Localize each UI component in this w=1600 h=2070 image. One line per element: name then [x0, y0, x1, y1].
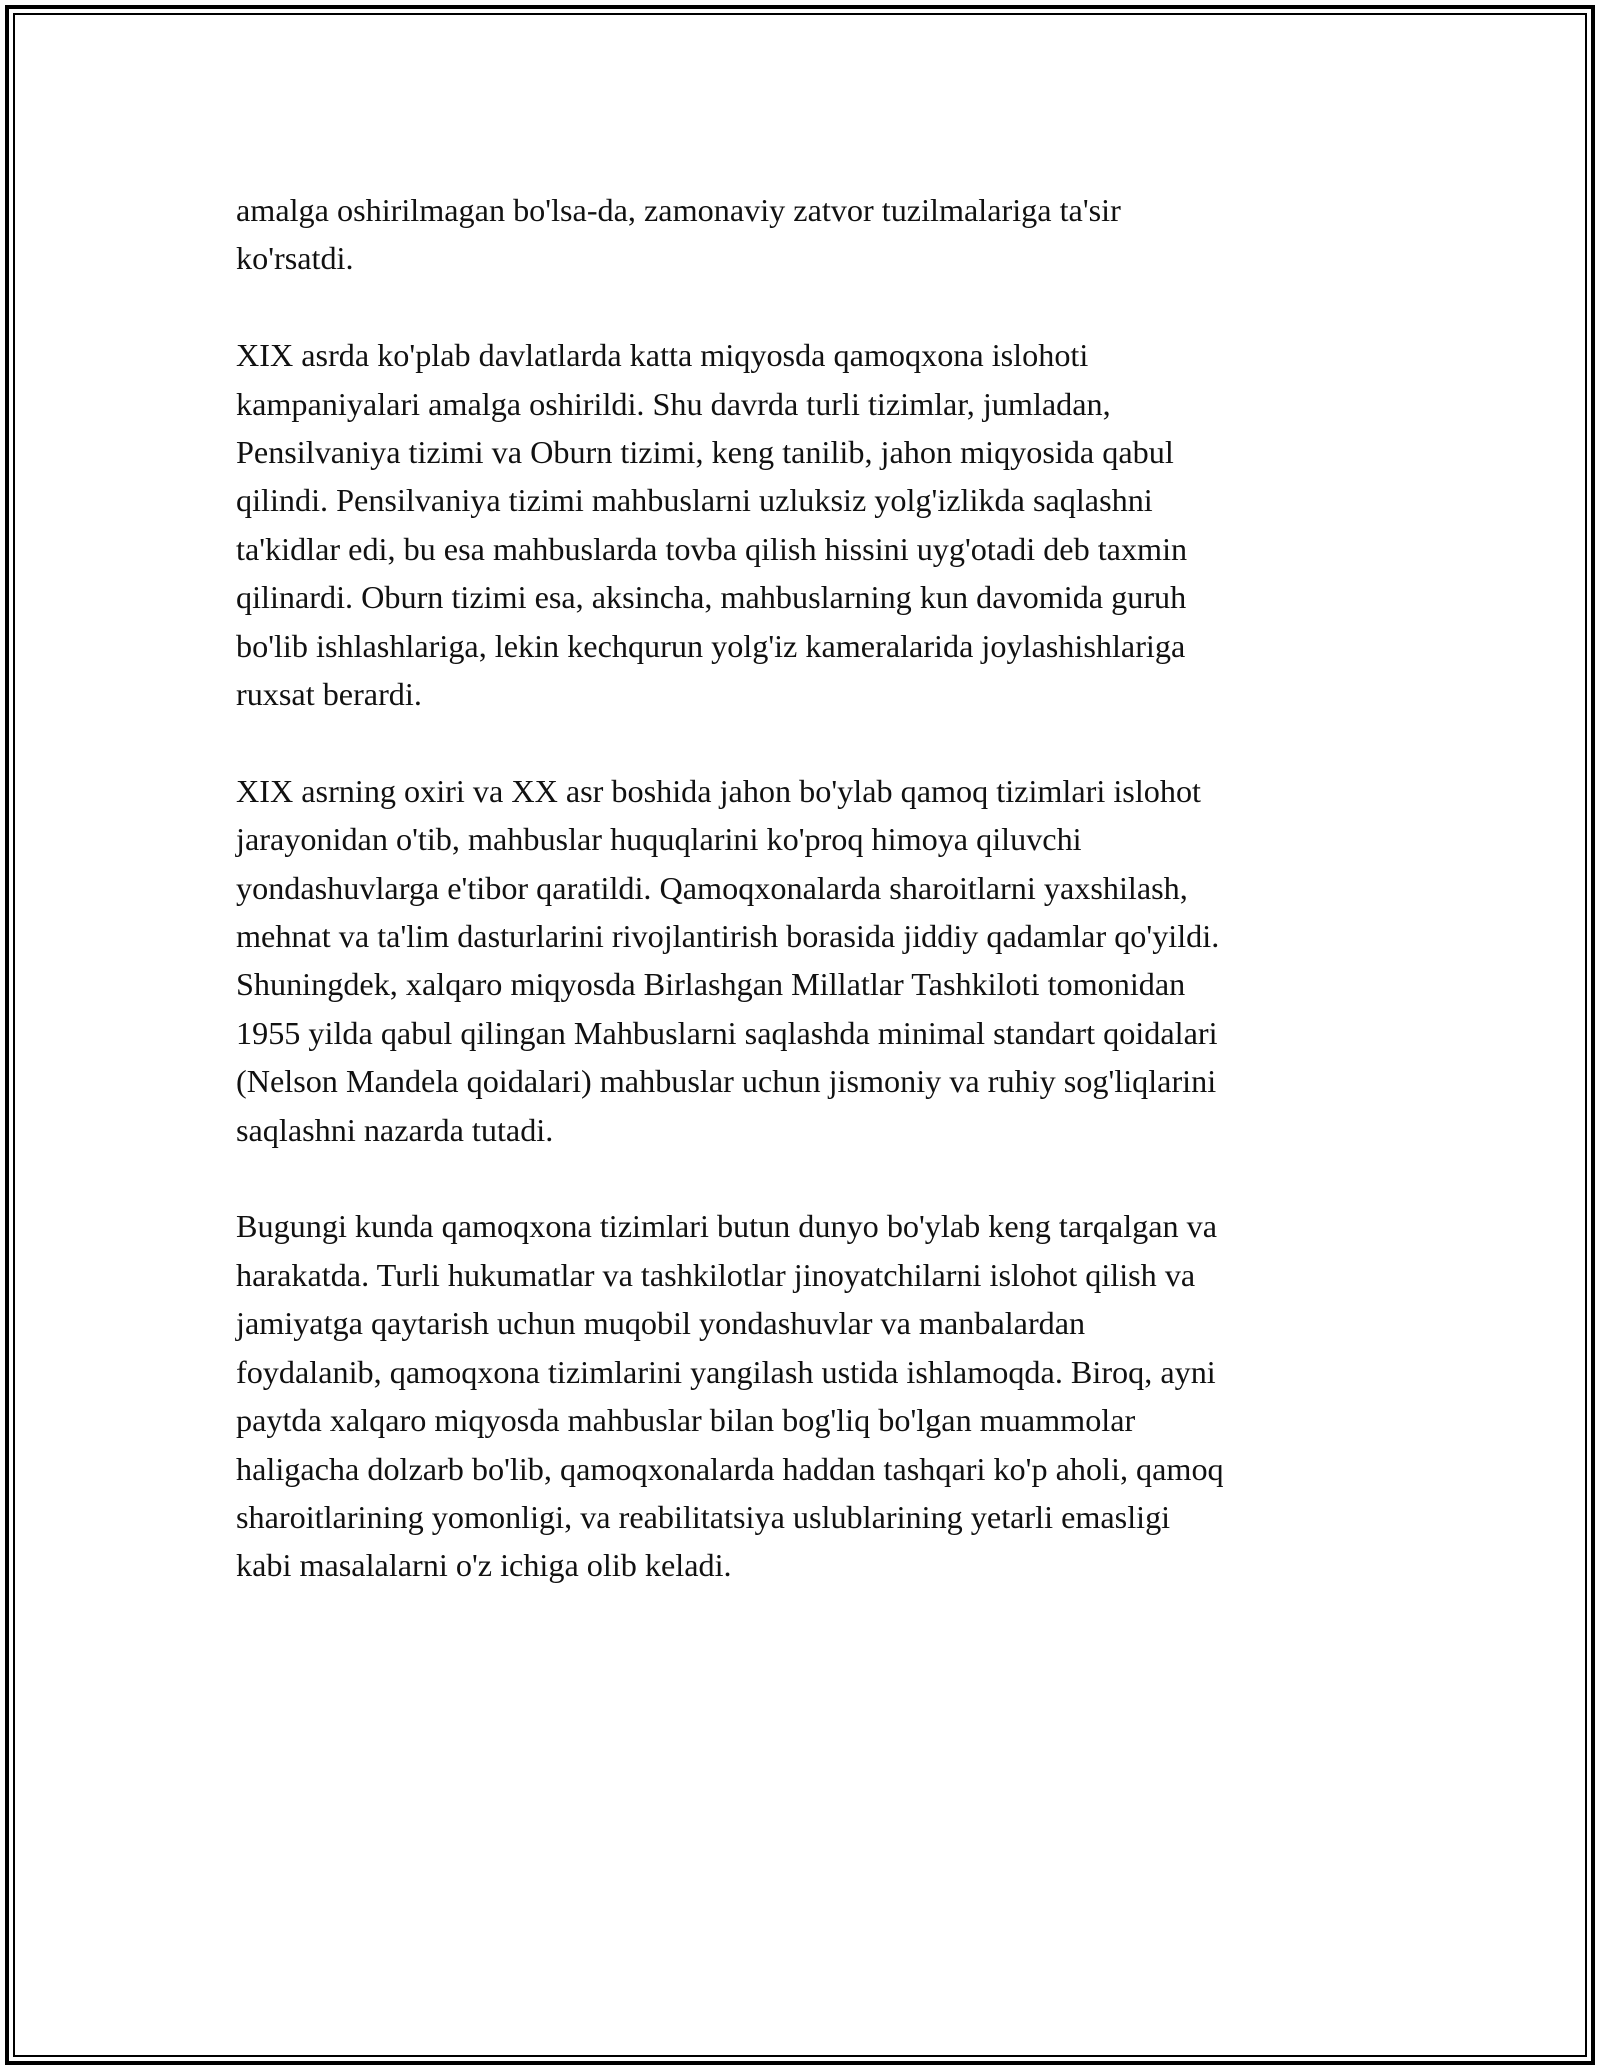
paragraph-2: XIX asrda ko'plab davlatlarda katta miqyosda qamoqxona islohoti kampaniyalari amalga oshirildi. Shu davrda turli tizimlar, jumladan, Pensilvaniya tizimi va Oburn tizimi, keng tanilib, jahon miqyosida qabul qilindi. Pensilvaniya tizimi mahbuslarni uzluksiz yolg'izlikda saqlashni ta'kidlar edi, bu esa mahbuslarda tovba qilish hissini uyg'otadi deb taxmin qilinardi. Oburn tizimi esa, aksincha, mahbuslarning kun davomida guruh bo'lib ishlashlariga, lekin kechqurun yolg'iz kameralarida joylashishlariga ruxsat berardi. — [236, 337, 1188, 713]
paragraph-3: XIX asrning oxiri va XX asr boshida jahon bo'ylab qamoq tizimlari islohot jarayonidan o'tib, mahbuslar huquqlarini ko'proq himoya qiluvchi yondashuvlarga e'tibor qaratildi. Qamoqxonalarda sharoitlarni yaxshilash, mehnat va ta'lim dasturlarini rivojlantirish borasida jiddiy qadamlar qo'yildi. Shuningdek, xalqaro miqyosda Birlashgan Millatlar Tashkiloti tomonidan 1955 yilda qabul qilingan Mahbuslarni saqlashda minimal standart qoidalari (Nelson Mandela qoidalari) mahbuslar uchun jismoniy va ruhiy sog'liqlarini saqlashni nazarda tutadi. — [236, 772, 1220, 1148]
paragraph-1: amalga oshirilmagan bo'lsa-da, zamonaviy zatvor tuzilmalariga ta'sir ko'rsatdi. — [236, 192, 1121, 277]
document-body — [236, 186, 1366, 1638]
paragraph-4: Bugungi kunda qamoqxona tizimlari butun dunyo bo'ylab keng tarqalgan va harakatda. Turli hukumatlar va tashkilotlar jinoyatchilarni islohot qilish va jamiyatga qaytarish uchun muqobil yondashuvlar va manbalardan foydalanib, qamoqxona tizimlarini yangilash ustida ishlamoqda. Biroq, ayni paytda xalqaro miqyosda mahbuslar bilan bog'liq bo'lgan muammolar haligacha dolzarb bo'lib, qamoqxonalarda haddan tashqari ko'p aholi, qamoq sharoitlarining yomonligi, va reabilitatsiya uslublarining yetarli emasligi kabi masalalarni o'z ichiga olib keladi. — [236, 1208, 1224, 1584]
